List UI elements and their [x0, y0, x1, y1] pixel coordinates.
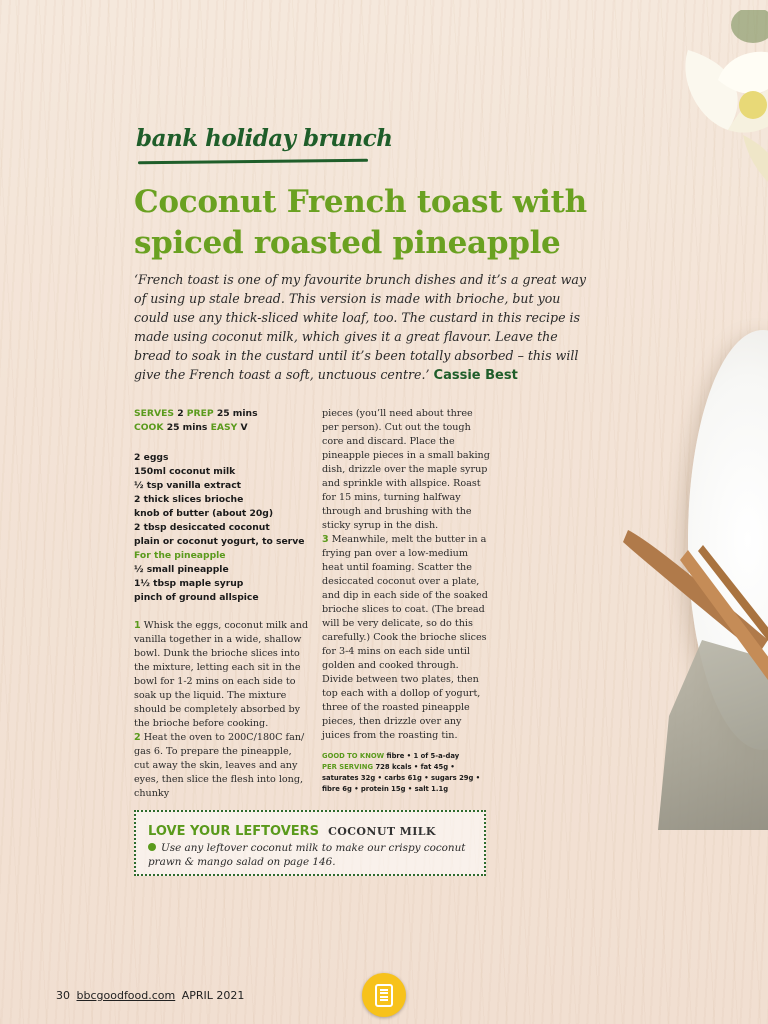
serves-label: SERVES	[134, 408, 174, 419]
ingredient-item: knob of butter (about 20g)	[134, 508, 274, 519]
author-name: Cassie Best	[433, 368, 518, 383]
nutrition-info	[322, 751, 492, 795]
method-step	[134, 619, 310, 731]
leftovers-text: Use any leftover coconut milk to make our crispy coconut prawn & mango salad on page 146.	[148, 842, 466, 868]
cook-value: 25 mins	[166, 422, 208, 433]
ingredients-list	[134, 451, 310, 605]
kicker-underline	[138, 159, 368, 164]
notes-button[interactable]	[362, 973, 406, 1017]
ingredient-item: plain or coconut yogurt, to serve	[134, 536, 305, 547]
difficulty-label: EASY	[210, 422, 238, 433]
intro-quote: ‘French toast is one of my favourite brunch dishes and it’s a great way of using up stale bread. This version is made with brioche, but you could use any thick-sliced white loaf, too. The custard in this recipe is made using coconut milk, which gives it a great flavour. Leave the bread to soak in the custard until it’s been totally absorbed – this will give the French toast a soft, unctuous centre.’	[134, 272, 586, 382]
prep-label: PREP	[186, 408, 214, 419]
cook-label: COOK	[134, 422, 164, 433]
recipe-title: Coconut French toast with spiced roasted pineapple	[134, 184, 587, 261]
step-text: Whisk the eggs, coconut milk and vanilla together in a wide, shallow bowl. Dunk the brioche slices into the mixture, letting each sit in the bowl for 1-2 mins on each side to soak up the liquid. The mixture should be completely absorbed by the brioche before cooking.	[134, 620, 309, 729]
flower-image	[658, 10, 768, 200]
step-number: 2	[134, 732, 141, 743]
recipe-intro	[134, 270, 586, 385]
ingredient-item: 2 thick slices brioche	[134, 494, 244, 505]
method-step	[134, 731, 310, 801]
method-left	[134, 619, 310, 801]
step-number: 1	[134, 620, 141, 631]
leftovers-text-row	[148, 841, 472, 869]
cutlery-image	[618, 520, 768, 720]
serves-value: 2	[177, 408, 184, 419]
bullet-icon	[148, 843, 156, 851]
step-number: 3	[322, 534, 329, 545]
recipe-meta	[134, 407, 310, 435]
ingredient-item: 2 eggs	[134, 452, 169, 463]
ingredient-item: 150ml coconut milk	[134, 466, 236, 477]
left-column	[134, 407, 310, 801]
right-column	[322, 407, 492, 795]
ingredient-item: ½ tsp vanilla extract	[134, 480, 242, 491]
ingredient-item: ½ small pineapple	[134, 564, 229, 575]
per-serving-text: 728 kcals • fat 45g • saturates 32g • carbs 61g • sugars 29g • fibre 6g • protein 15g • salt 1.1g	[322, 763, 481, 793]
good-to-know-label: GOOD TO KNOW	[322, 752, 385, 760]
leftovers-subtitle: COCONUT MILK	[328, 825, 436, 838]
leftovers-title: LOVE YOUR LEFTOVERS	[148, 824, 320, 839]
step-text: Heat the oven to 200C/180C fan/ gas 6. To prepare the pineapple, cut away the skin, leaves and any eyes, then slice the flesh into long, chunky	[134, 732, 305, 799]
issue-date: APRIL 2021	[181, 989, 245, 1002]
per-serving-label: PER SERVING	[322, 763, 374, 771]
method-step	[322, 533, 492, 743]
ingredient-item: pinch of ground allspice	[134, 592, 259, 603]
pineapple-subheading: For the pineapple	[134, 550, 226, 561]
diet-badge: V	[240, 422, 248, 433]
ingredient-item: 2 tbsp desiccated coconut	[134, 522, 270, 533]
good-to-know-text: fibre • 1 of 5-a-day	[386, 752, 460, 760]
step-text: Meanwhile, melt the butter in a frying pan over a low-medium heat until foaming. Scatter the desiccated coconut over a plate, and dip in each side of the soaked brioche slices to coat. (The bread will be very delicate, so do this carefully.) Cook the brioche slices for 3-4 mins on each side until golden and cooked through. Divide between two plates, then top each with a dollop of yogurt, three of the roasted pineapple pieces, then drizzle over any juices from the roasting tin.	[322, 534, 488, 741]
page-number: 30	[56, 989, 70, 1002]
page-footer	[56, 989, 244, 1002]
ingredient-item: 1½ tbsp maple syrup	[134, 578, 244, 589]
site-link[interactable]: bbcgoodfood.com	[76, 989, 176, 1002]
leftovers-box	[134, 810, 486, 876]
section-kicker: bank holiday brunch	[136, 125, 393, 152]
notes-icon	[375, 984, 393, 1007]
prep-value: 25 mins	[216, 408, 258, 419]
method-step-continued: pieces (you’ll need about three per person). Cut out the tough core and discard. Place the pineapple pieces in a small baking dish, drizzle over the maple syrup and sprinkle with allspice. Roast for 15 mins, turning halfway through and brushing with the sticky syrup in the dish.	[322, 408, 490, 531]
